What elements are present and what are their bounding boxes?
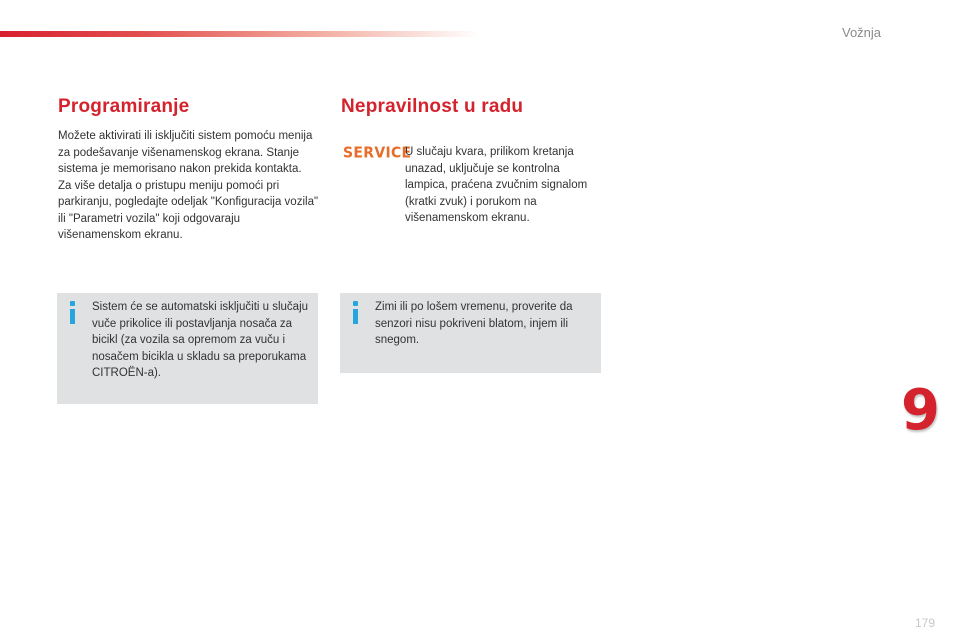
info-box-text: Sistem će se automatski isključiti u slučaju vuče prikolice ili postavljanja nosača za bicikl (za vozila sa opremom za vuču i nosačem bicikla u skladu sa preporukama CITROËN-a).: [92, 301, 309, 379]
service-warning-icon: SERVICE: [343, 144, 412, 162]
info-box-towing: [57, 293, 318, 404]
section-title-programming: Programiranje: [58, 96, 190, 117]
programming-text: [58, 128, 320, 244]
chapter-number: 9: [901, 378, 940, 443]
paragraph: Možete aktivirati ili isključiti sistem pomoću menija za podešavanje višenamenskog ekrana. Stanje sistema je memorisano nakon prekida kontakta.: [58, 130, 313, 175]
info-icon: [351, 301, 361, 325]
header-accent-bar: [0, 31, 480, 37]
info-icon: [68, 301, 78, 325]
malfunction-text: U slučaju kvara, prilikom kretanja unazad, uključuje se kontrolna lampica, praćena zvučnim signalom (kratki zvuk) i porukom na višenamenskom ekranu.: [405, 146, 588, 224]
info-box-text: Zimi ili po lošem vremenu, proverite da senzori nisu pokriveni blatom, injem ili snegom.: [375, 301, 573, 346]
section-label: Vožnja: [842, 25, 882, 40]
info-box-winter: [340, 293, 601, 373]
section-title-malfunction: Nepravilnost u radu: [341, 96, 524, 117]
page-number: 179: [915, 616, 936, 630]
paragraph: Za više detalja o pristupu meniju pomoći pri parkiranju, pogledajte odeljak "Konfiguracija vozila" ili "Parametri vozila" koji odgovaraju višenamenskom ekranu.: [58, 179, 319, 241]
